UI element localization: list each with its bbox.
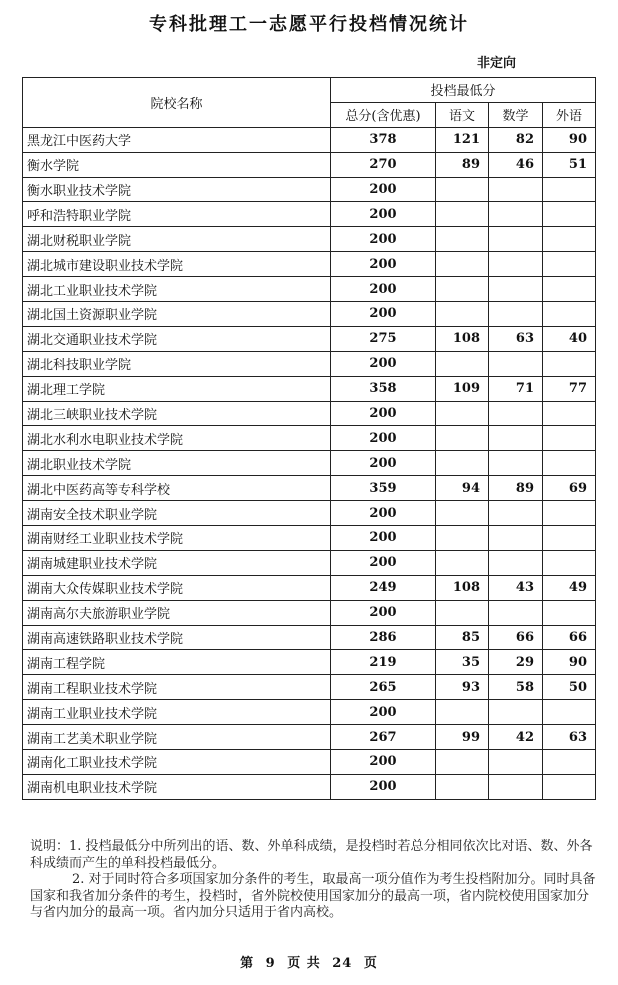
table-row — [23, 675, 596, 700]
chinese-score-cell — [436, 700, 489, 725]
total-score-cell: 200 — [331, 700, 436, 725]
chinese-score-cell — [436, 451, 489, 476]
table-row — [23, 476, 596, 501]
total-score-cell: 200 — [331, 252, 436, 277]
school-name-cell: 湖北工业职业技术学院 — [23, 277, 331, 302]
chinese-score-cell: 35 — [436, 650, 489, 675]
table-row — [23, 501, 596, 526]
table-row — [23, 302, 596, 327]
total-score-cell: 200 — [331, 202, 436, 227]
chinese-score-cell — [436, 277, 489, 302]
school-name-cell: 湖南城建职业技术学院 — [23, 550, 331, 575]
total-score-cell: 249 — [331, 575, 436, 600]
english-score-cell — [543, 227, 596, 252]
total-score-cell: 200 — [331, 600, 436, 625]
total-score-cell: 200 — [331, 177, 436, 202]
english-score-cell — [543, 750, 596, 775]
header-lowest-score: 投档最低分 — [331, 78, 596, 103]
math-score-cell: 46 — [489, 152, 543, 177]
table-body — [23, 127, 596, 799]
table-header-row-group — [23, 78, 596, 103]
school-name-cell: 湖南工程职业技术学院 — [23, 675, 331, 700]
table-row — [23, 750, 596, 775]
school-name-cell: 湖南大众传媒职业技术学院 — [23, 575, 331, 600]
chinese-score-cell: 99 — [436, 725, 489, 750]
english-score-cell — [543, 451, 596, 476]
subtitle-non-directed: 非定向 — [477, 56, 517, 71]
english-score-cell: 40 — [543, 326, 596, 351]
header-school-name: 院校名称 — [23, 78, 331, 128]
footer-prefix: 第 — [240, 956, 255, 971]
math-score-cell: 58 — [489, 675, 543, 700]
note-2: 2. 对于同时符合多项国家加分条件的考生，取最高一项分值作为考生投档附加分。同时具备国家和我省加分条件的考生，投档时，省外院校使用国家加分的最高一项，省内院校使用国家加分与省内加分的最高一项。省内加分只适用于省内高校。 — [30, 872, 596, 920]
chinese-score-cell — [436, 501, 489, 526]
table-row — [23, 202, 596, 227]
school-name-cell: 湖南财经工业职业技术学院 — [23, 526, 331, 551]
table-row — [23, 127, 596, 152]
footer-page-number: 9 — [265, 956, 276, 971]
chinese-score-cell — [436, 401, 489, 426]
header-total: 总分(含优惠) — [331, 102, 436, 127]
total-score-cell: 200 — [331, 526, 436, 551]
math-score-cell — [489, 750, 543, 775]
english-score-cell — [543, 202, 596, 227]
math-score-cell — [489, 451, 543, 476]
chinese-score-cell: 85 — [436, 625, 489, 650]
math-score-cell — [489, 227, 543, 252]
footer-suffix: 页 — [363, 956, 378, 971]
total-score-cell: 275 — [331, 326, 436, 351]
chinese-score-cell — [436, 252, 489, 277]
math-score-cell: 71 — [489, 376, 543, 401]
chinese-score-cell: 108 — [436, 575, 489, 600]
page-footer — [0, 952, 618, 971]
header-math: 数学 — [489, 102, 543, 127]
english-score-cell — [543, 426, 596, 451]
total-score-cell: 200 — [331, 501, 436, 526]
school-name-cell: 湖南高速铁路职业技术学院 — [23, 625, 331, 650]
math-score-cell — [489, 277, 543, 302]
chinese-score-cell — [436, 351, 489, 376]
english-score-cell: 63 — [543, 725, 596, 750]
total-score-cell: 265 — [331, 675, 436, 700]
school-name-cell: 湖北交通职业技术学院 — [23, 326, 331, 351]
school-name-cell: 湖北城市建设职业技术学院 — [23, 252, 331, 277]
total-score-cell: 200 — [331, 451, 436, 476]
total-score-cell: 359 — [331, 476, 436, 501]
header-chinese: 语文 — [436, 102, 489, 127]
math-score-cell — [489, 526, 543, 551]
total-score-cell: 200 — [331, 774, 436, 799]
math-score-cell: 82 — [489, 127, 543, 152]
table-row — [23, 326, 596, 351]
table-row — [23, 600, 596, 625]
chinese-score-cell: 89 — [436, 152, 489, 177]
english-score-cell: 66 — [543, 625, 596, 650]
chinese-score-cell — [436, 600, 489, 625]
chinese-score-cell — [436, 750, 489, 775]
math-score-cell — [489, 202, 543, 227]
english-score-cell — [543, 252, 596, 277]
chinese-score-cell — [436, 550, 489, 575]
chinese-score-cell: 109 — [436, 376, 489, 401]
english-score-cell — [543, 774, 596, 799]
total-score-cell: 200 — [331, 277, 436, 302]
english-score-cell — [543, 277, 596, 302]
english-score-cell — [543, 550, 596, 575]
total-score-cell: 378 — [331, 127, 436, 152]
footer-total-pages: 24 — [332, 956, 353, 971]
english-score-cell — [543, 600, 596, 625]
school-name-cell: 湖北职业技术学院 — [23, 451, 331, 476]
chinese-score-cell — [436, 774, 489, 799]
total-score-cell: 270 — [331, 152, 436, 177]
chinese-score-cell: 94 — [436, 476, 489, 501]
table-row — [23, 650, 596, 675]
chinese-score-cell — [436, 227, 489, 252]
school-name-cell: 湖北财税职业学院 — [23, 227, 331, 252]
math-score-cell — [489, 351, 543, 376]
table-row — [23, 451, 596, 476]
math-score-cell: 29 — [489, 650, 543, 675]
table-row — [23, 277, 596, 302]
math-score-cell — [489, 700, 543, 725]
table-row — [23, 252, 596, 277]
school-name-cell: 湖北科技职业学院 — [23, 351, 331, 376]
chinese-score-cell — [436, 302, 489, 327]
english-score-cell: 49 — [543, 575, 596, 600]
school-name-cell: 呼和浩特职业学院 — [23, 202, 331, 227]
table-row — [23, 526, 596, 551]
table-row — [23, 725, 596, 750]
table-row — [23, 177, 596, 202]
english-score-cell: 50 — [543, 675, 596, 700]
table-row — [23, 700, 596, 725]
total-score-cell: 200 — [331, 426, 436, 451]
school-name-cell: 湖北三峡职业技术学院 — [23, 401, 331, 426]
english-score-cell: 77 — [543, 376, 596, 401]
school-name-cell: 湖北中医药高等专科学校 — [23, 476, 331, 501]
total-score-cell: 286 — [331, 625, 436, 650]
school-name-cell: 湖南机电职业技术学院 — [23, 774, 331, 799]
math-score-cell: 43 — [489, 575, 543, 600]
english-score-cell: 69 — [543, 476, 596, 501]
english-score-cell: 90 — [543, 127, 596, 152]
chinese-score-cell: 93 — [436, 675, 489, 700]
table-row — [23, 774, 596, 799]
english-score-cell — [543, 526, 596, 551]
math-score-cell — [489, 401, 543, 426]
total-score-cell: 267 — [331, 725, 436, 750]
notes-section — [30, 839, 600, 922]
math-score-cell — [489, 302, 543, 327]
math-score-cell — [489, 252, 543, 277]
math-score-cell — [489, 426, 543, 451]
chinese-score-cell — [436, 426, 489, 451]
table-row — [23, 575, 596, 600]
school-name-cell: 湖北水利水电职业技术学院 — [23, 426, 331, 451]
math-score-cell — [489, 774, 543, 799]
total-score-cell: 200 — [331, 401, 436, 426]
table-row — [23, 550, 596, 575]
math-score-cell — [489, 501, 543, 526]
page-title: 专科批理工一志愿平行投档情况统计 — [149, 14, 469, 35]
chinese-score-cell: 108 — [436, 326, 489, 351]
total-score-cell: 200 — [331, 227, 436, 252]
math-score-cell — [489, 600, 543, 625]
school-name-cell: 黑龙江中医药大学 — [23, 127, 331, 152]
total-score-cell: 200 — [331, 550, 436, 575]
admission-stats-table — [22, 77, 596, 800]
school-name-cell: 衡水职业技术学院 — [23, 177, 331, 202]
table-row — [23, 351, 596, 376]
english-score-cell — [543, 177, 596, 202]
math-score-cell: 66 — [489, 625, 543, 650]
total-score-cell: 358 — [331, 376, 436, 401]
english-score-cell — [543, 700, 596, 725]
math-score-cell: 63 — [489, 326, 543, 351]
school-name-cell: 湖南工艺美术职业学院 — [23, 725, 331, 750]
school-name-cell: 湖南高尔夫旅游职业学院 — [23, 600, 331, 625]
english-score-cell: 51 — [543, 152, 596, 177]
table-row — [23, 376, 596, 401]
table-row — [23, 152, 596, 177]
total-score-cell: 200 — [331, 750, 436, 775]
note-1: 说明：1. 投档最低分中所列出的语、数、外单科成绩，是投档时若总分相同依次比对语、数、外各科成绩而产生的单科投档最低分。 — [30, 839, 593, 871]
chinese-score-cell — [436, 526, 489, 551]
table-row — [23, 625, 596, 650]
header-english: 外语 — [543, 102, 596, 127]
math-score-cell — [489, 177, 543, 202]
school-name-cell: 湖北理工学院 — [23, 376, 331, 401]
school-name-cell: 湖南化工职业技术学院 — [23, 750, 331, 775]
chinese-score-cell — [436, 177, 489, 202]
table-row — [23, 426, 596, 451]
school-name-cell: 湖北国土资源职业学院 — [23, 302, 331, 327]
school-name-cell: 衡水学院 — [23, 152, 331, 177]
table-row — [23, 227, 596, 252]
school-name-cell: 湖南工程学院 — [23, 650, 331, 675]
total-score-cell: 200 — [331, 302, 436, 327]
english-score-cell: 90 — [543, 650, 596, 675]
math-score-cell: 89 — [489, 476, 543, 501]
school-name-cell: 湖南工业职业技术学院 — [23, 700, 331, 725]
chinese-score-cell — [436, 202, 489, 227]
english-score-cell — [543, 351, 596, 376]
school-name-cell: 湖南安全技术职业学院 — [23, 501, 331, 526]
footer-middle: 页 共 — [287, 956, 321, 971]
english-score-cell — [543, 302, 596, 327]
total-score-cell: 219 — [331, 650, 436, 675]
english-score-cell — [543, 401, 596, 426]
chinese-score-cell: 121 — [436, 127, 489, 152]
total-score-cell: 200 — [331, 351, 436, 376]
english-score-cell — [543, 501, 596, 526]
table-row — [23, 401, 596, 426]
math-score-cell — [489, 550, 543, 575]
math-score-cell: 42 — [489, 725, 543, 750]
